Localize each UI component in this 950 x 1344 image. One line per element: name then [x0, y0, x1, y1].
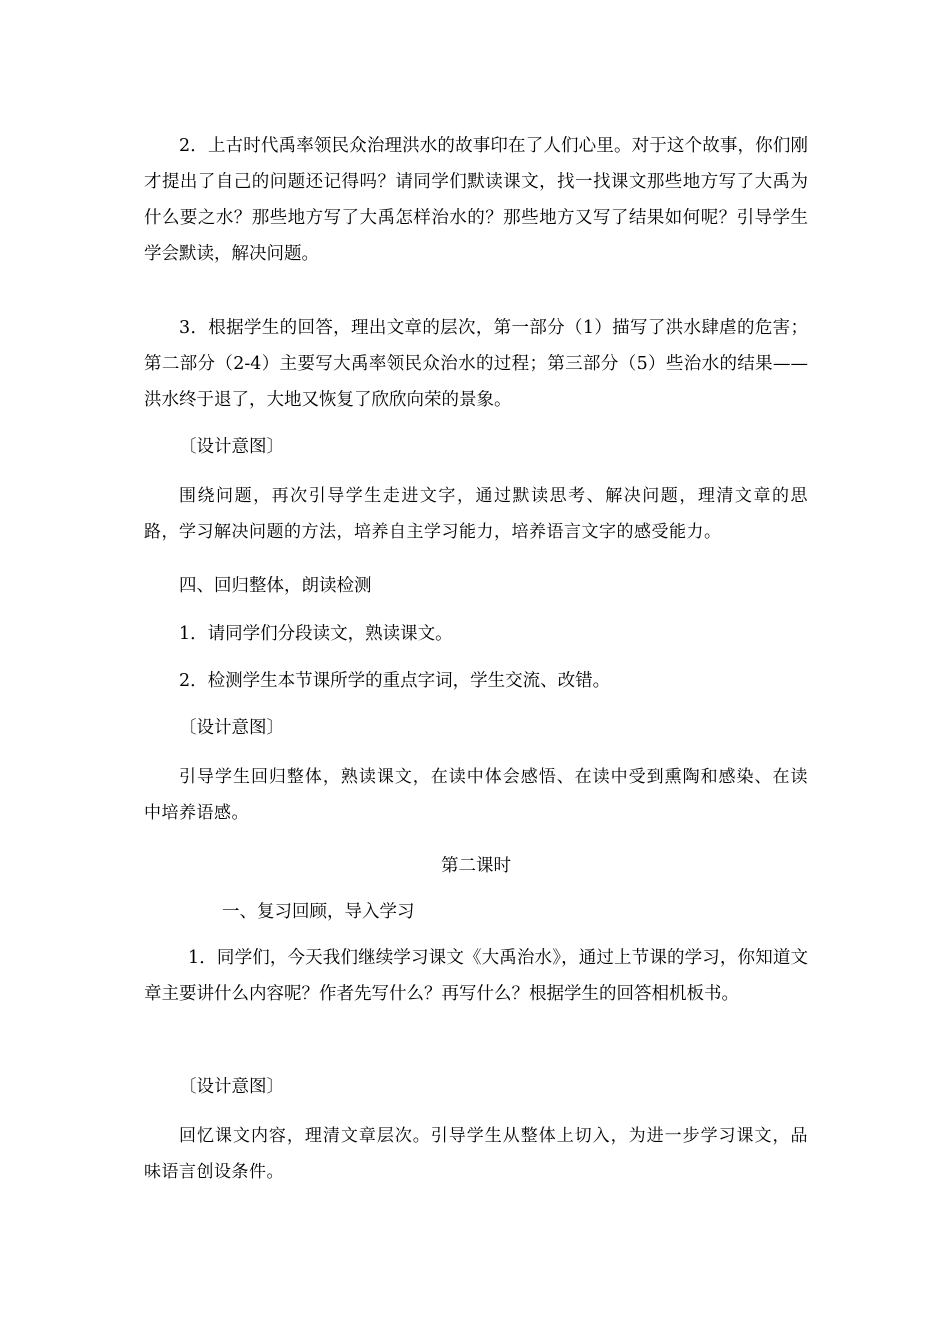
section-heading-4: 四、回归整体，朗读检测 [179, 576, 372, 596]
paragraph-review-1: 1．同学们，今天我们继续学习课文《大禹治水》，通过上节课的学习，你知道文章主要讲什么内容呢？作者先写什么？再写什么？根据学生的回答相机板书。 [144, 948, 808, 1004]
paragraph-step-2: 2．上古时代禹率领民众治理洪水的故事印在了人们心里。对于这个故事，你们刚才提出了自己的问题还记得吗？请同学们默读课文，找一找课文那些地方写了大禹为什么要之水？那些地方写了大禹怎样治水的？那些地方又写了结果如何呢？引导学生学会默读，解决问题。 [144, 136, 808, 264]
lesson-2-title: 第二课时 [441, 856, 511, 876]
design-intent-text-1: 围绕问题，再次引导学生走进文字，通过默读思考、解决问题，理清文章的思路，学习解决问题的方法，培养自主学习能力，培养语言文字的感受能力。 [144, 486, 808, 542]
design-intent-text-2: 引导学生回归整体，熟读课文，在读中体会感悟、在读中受到熏陶和感染、在读中培养语感。 [144, 767, 808, 823]
design-intent-heading-3: 〔设计意图〕 [179, 1077, 284, 1097]
paragraph-step-4-2: 2．检测学生本节课所学的重点字词，学生交流、改错。 [179, 671, 611, 691]
design-intent-heading-1: 〔设计意图〕 [179, 437, 284, 457]
paragraph-step-4-1: 1．请同学们分段读文，熟读课文。 [179, 624, 453, 644]
design-intent-heading-2: 〔设计意图〕 [179, 718, 284, 738]
design-intent-text-3: 回忆课文内容，理清文章层次。引导学生从整体上切入，为进一步学习课文，品味语言创设条件。 [144, 1126, 808, 1182]
section-heading-1: 一、复习回顾，导入学习 [222, 902, 415, 922]
paragraph-step-3: 3．根据学生的回答，理出文章的层次，第一部分（1）描写了洪水肆虐的危害；第二部分（2-4）主要写大禹率领民众治水的过程；第三部分（5）些治水的结果——洪水终于退了，大地又恢复了欣欣向荣的景象。 [144, 318, 808, 410]
